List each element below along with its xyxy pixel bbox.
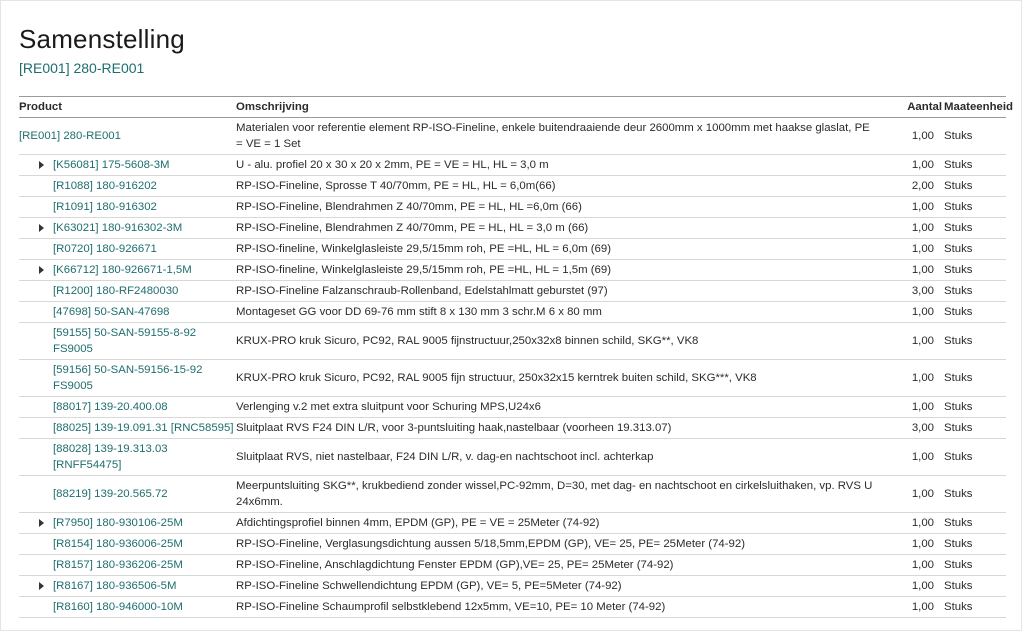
product-cell [19,260,236,281]
quantity-cell: 1,00 [886,239,944,260]
description-cell: Meerpuntsluiting SKG**, krukbediend zonder wissel,PC-92mm, D=30, met dag- en nachtschoot en cirkelsluithaken, vp. RVS U 24x6mm. [236,476,886,513]
product-cell [19,218,236,239]
product-cell [19,176,236,197]
quantity-cell: 1,00 [886,118,944,155]
description-cell: Verlenging v.2 met extra sluitpunt voor Schuring MPS,U24x6 [236,397,886,418]
product-code[interactable]: [R8160] 180-946000-10M [53,601,183,613]
description-cell: U - alu. profiel 20 x 30 x 20 x 2mm, PE = VE = HL, HL = 3,0 m [236,155,886,176]
unit-cell: Stuks [944,597,1006,618]
table-row[interactable] [19,118,1006,155]
table-row[interactable] [19,555,1006,576]
unit-cell: Stuks [944,360,1006,397]
table-row[interactable] [19,534,1006,555]
quantity-cell: 1,00 [886,597,944,618]
description-cell: KRUX-PRO kruk Sicuro, PC92, RAL 9005 fijnstructuur,250x32x8 binnen schild, SKG**, VK8 [236,323,886,360]
product-cell [19,513,236,534]
quantity-cell: 1,00 [886,555,944,576]
unit-cell: Stuks [944,155,1006,176]
table-row[interactable] [19,281,1006,302]
description-cell: Materialen voor referentie element RP-ISO-Fineline, enkele buitendraaiende deur 2600mm x 1000mm met haakse glaslat, PE = VE = 1 Set [236,118,886,155]
product-code[interactable]: [RE001] 280-RE001 [19,130,121,142]
quantity-cell: 2,00 [886,176,944,197]
product-code[interactable]: [R1088] 180-916202 [53,180,157,192]
table-row[interactable] [19,576,1006,597]
product-cell [19,281,236,302]
unit-cell: Stuks [944,513,1006,534]
quantity-cell: 1,00 [886,513,944,534]
product-cell [19,439,236,476]
description-cell: KRUX-PRO kruk Sicuro, PC92, RAL 9005 fijn structuur, 250x32x15 kerntrek buiten schild, SKG***, VK8 [236,360,886,397]
product-cell [19,155,236,176]
table-row[interactable] [19,418,1006,439]
description-cell: RP-ISO-Fineline, Anschlagdichtung Fenster EPDM (GP),VE= 25, PE= 25Meter (74-92) [236,555,886,576]
quantity-cell: 1,00 [886,397,944,418]
quantity-cell: 3,00 [886,418,944,439]
product-cell [19,197,236,218]
product-code[interactable]: [K56081] 175-5608-3M [53,159,170,171]
unit-cell: Stuks [944,555,1006,576]
product-cell [19,555,236,576]
unit-cell: Stuks [944,397,1006,418]
description-cell: RP-ISO-Fineline, Sprosse T 40/70mm, PE = HL, HL = 6,0m(66) [236,176,886,197]
product-code[interactable]: [K63021] 180-916302-3M [53,222,183,234]
table-row[interactable] [19,218,1006,239]
product-code[interactable]: [59155] 50-SAN-59155-8-92 FS9005 [53,327,197,355]
description-cell: RP-ISO-Fineline Falzanschraub-Rollenband, Edelstahlmatt geburstet (97) [236,281,886,302]
unit-cell: Stuks [944,534,1006,555]
unit-cell: Stuks [944,576,1006,597]
header-quantity[interactable]: Aantal [886,97,944,118]
quantity-cell: 1,00 [886,302,944,323]
product-code[interactable]: [88028] 139-19.313.03 [RNFF54475] [53,443,168,471]
table-row[interactable] [19,197,1006,218]
quantity-cell: 1,00 [886,197,944,218]
quantity-cell: 1,00 [886,155,944,176]
description-cell: RP-ISO-fineline, Winkelglasleiste 29,5/15mm roh, PE =HL, HL = 6,0m (69) [236,239,886,260]
product-cell [19,397,236,418]
unit-cell: Stuks [944,302,1006,323]
unit-cell: Stuks [944,197,1006,218]
quantity-cell: 1,00 [886,323,944,360]
product-cell [19,360,236,397]
quantity-cell: 1,00 [886,534,944,555]
product-cell [19,323,236,360]
unit-cell: Stuks [944,418,1006,439]
product-cell [19,418,236,439]
table-row[interactable] [19,439,1006,476]
product-code[interactable]: [88219] 139-20.565.72 [53,488,168,500]
unit-cell: Stuks [944,218,1006,239]
unit-cell: Stuks [944,118,1006,155]
quantity-cell: 1,00 [886,576,944,597]
table-row[interactable] [19,323,1006,360]
header-product[interactable]: Product [19,97,236,118]
unit-cell: Stuks [944,476,1006,513]
page-subtitle: [RE001] 280-RE001 [19,60,145,76]
product-code[interactable]: [88017] 139-20.400.08 [53,401,168,413]
table-row[interactable] [19,239,1006,260]
table-header-row [19,97,1006,118]
quantity-cell: 1,00 [886,360,944,397]
description-cell: RP-ISO-Fineline, Blendrahmen Z 40/70mm, PE = HL, HL =6,0m (66) [236,197,886,218]
header-description[interactable]: Omschrijving [236,97,886,118]
product-cell [19,302,236,323]
product-code[interactable]: [88025] 139-19.091.31 [RNC58595] [53,422,234,434]
description-cell: Sluitplaat RVS F24 DIN L/R, voor 3-puntsluiting haak,nastelbaar (voorheen 19.313.07) [236,418,886,439]
unit-cell: Stuks [944,260,1006,281]
description-cell: RP-ISO-Fineline Schaumprofil selbstklebend 12x5mm, VE=10, PE= 10 Meter (74-92) [236,597,886,618]
quantity-cell: 1,00 [886,218,944,239]
unit-cell: Stuks [944,281,1006,302]
unit-cell: Stuks [944,176,1006,197]
description-cell: Sluitplaat RVS, niet nastelbaar, F24 DIN L/R, v. dag-en nachtschoot incl. achterkap [236,439,886,476]
description-cell: RP-ISO-fineline, Winkelglasleiste 29,5/15mm roh, PE =HL, HL = 1,5m (69) [236,260,886,281]
quantity-cell: 1,00 [886,439,944,476]
product-cell [19,576,236,597]
unit-cell: Stuks [944,323,1006,360]
product-code[interactable]: [R1091] 180-916302 [53,201,157,213]
product-code[interactable]: [R7950] 180-930106-25M [53,517,183,529]
product-code[interactable]: [47698] 50-SAN-47698 [53,306,170,318]
product-code[interactable]: [R8167] 180-936506-5M [53,580,177,592]
product-code[interactable]: [K66712] 180-926671-1,5M [53,264,192,276]
description-cell: RP-ISO-Fineline, Verglasungsdichtung aussen 5/18,5mm,EPDM (GP), VE= 25, PE= 25Meter (74-92) [236,534,886,555]
description-cell: Afdichtingsprofiel binnen 4mm, EPDM (GP), PE = VE = 25Meter (74-92) [236,513,886,534]
product-cell [19,534,236,555]
table-row[interactable] [19,176,1006,197]
quantity-cell: 3,00 [886,281,944,302]
unit-cell: Stuks [944,239,1006,260]
quantity-cell: 1,00 [886,260,944,281]
table-row[interactable] [19,476,1006,513]
table-row[interactable] [19,513,1006,534]
product-code[interactable]: [59156] 50-SAN-59156-15-92 FS9005 [53,364,203,392]
table-row[interactable] [19,260,1006,281]
description-cell: Montageset GG voor DD 69-76 mm stift 8 x 130 mm 3 schr.M 6 x 80 mm [236,302,886,323]
table-row[interactable] [19,302,1006,323]
product-code[interactable]: [R8154] 180-936006-25M [53,538,183,550]
page-title: Samenstelling [19,24,185,54]
table-row[interactable] [19,155,1006,176]
description-cell: RP-ISO-Fineline Schwellendichtung EPDM (GP), VE= 5, PE=5Meter (74-92) [236,576,886,597]
description-cell: RP-ISO-Fineline, Blendrahmen Z 40/70mm, PE = HL, HL = 3,0 m (66) [236,218,886,239]
product-code[interactable]: [R8157] 180-936206-25M [53,559,183,571]
product-cell [19,476,236,513]
quantity-cell: 1,00 [886,476,944,513]
product-code[interactable]: [R0720] 180-926671 [53,243,157,255]
product-cell [19,118,236,155]
table-row[interactable] [19,597,1006,618]
table-row[interactable] [19,360,1006,397]
unit-cell: Stuks [944,439,1006,476]
components-table [19,96,1013,618]
table-row[interactable] [19,397,1006,418]
product-cell [19,597,236,618]
header-unit[interactable]: Maateenheid [944,97,1006,118]
product-cell [19,239,236,260]
product-code[interactable]: [R1200] 180-RF2480030 [53,285,179,297]
